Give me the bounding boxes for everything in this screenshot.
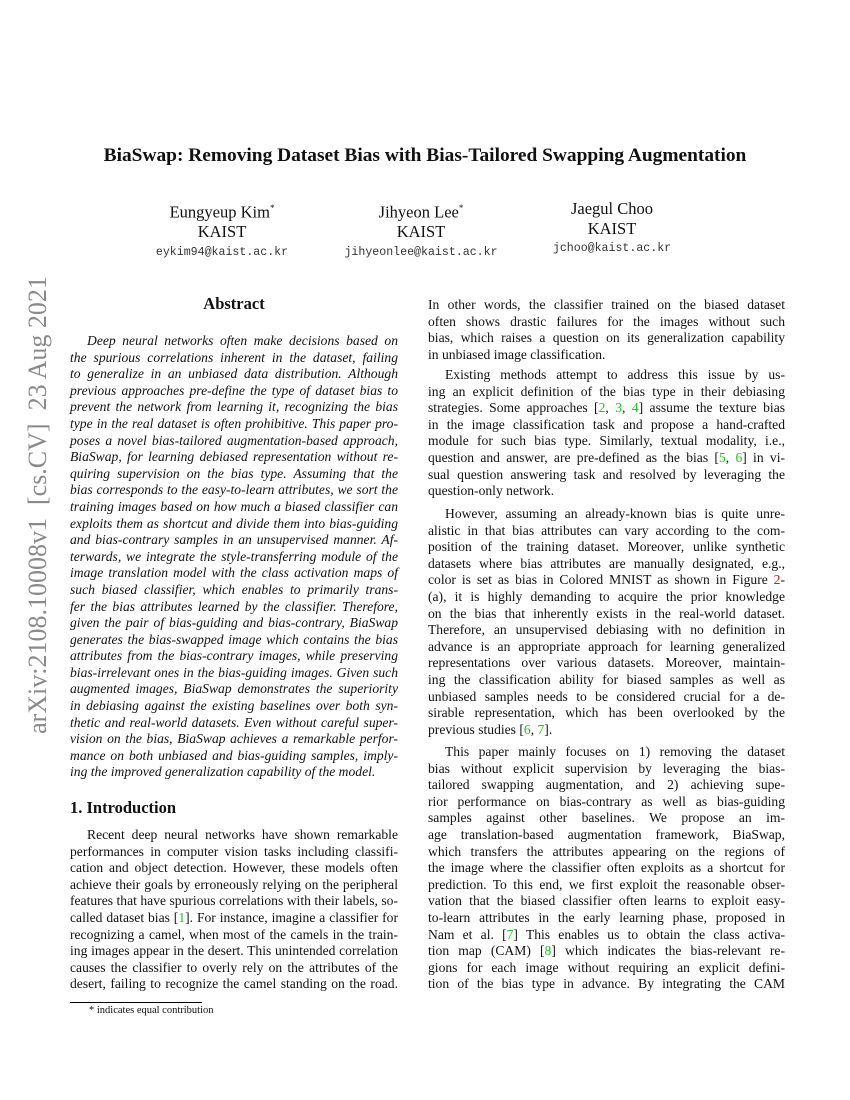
- text-line: cation and object detection. However, these models often: [70, 860, 398, 876]
- text-line: bias-irrelevant ones in the bias-guiding images. Given such: [70, 664, 398, 680]
- text-line: Deep neural networks often make decisions based on: [87, 333, 398, 348]
- text-line: previous approaches pre-define the type of dataset bias to: [70, 382, 398, 398]
- text-line: representations over various datasets. Moreover, maintain-: [428, 655, 785, 671]
- text-line: bias without explicit supervision by leveraging the bias-: [428, 760, 785, 776]
- text-line: features that have spurious correlations with their labels, so-: [70, 893, 398, 909]
- text-line: bias, which raises a question on its generalization capability: [428, 330, 785, 346]
- text-line: ing the classification ability for biased samples as well as: [428, 671, 785, 687]
- text-line: prevent the network from learning it, recognizing the bias: [70, 399, 398, 415]
- author-name: Jihyeon Lee: [378, 202, 459, 222]
- text-line: Recent deep neural networks have shown remarkable: [87, 827, 398, 842]
- text-line: sual question answering task and resolved by leveraging the: [428, 466, 785, 482]
- text-line: Existing methods attempt to address this issue by us-: [445, 367, 785, 382]
- citation-link[interactable]: 7: [506, 926, 514, 942]
- text-line: question-only network.: [428, 483, 555, 499]
- abstract-body: [70, 333, 398, 781]
- figure-link[interactable]: 2: [773, 572, 781, 588]
- citation-link[interactable]: 6: [523, 721, 531, 737]
- text-line: desert, failing to recognize the camel standing on the road.: [70, 976, 398, 992]
- text-line: such biased classifier, which enables to primarily trans-: [70, 581, 398, 597]
- right-paragraph-2: [428, 367, 785, 500]
- introduction-paragraph-1: [70, 827, 398, 993]
- introduction-heading: 1. Introduction: [70, 798, 177, 817]
- author-affiliation: KAIST: [396, 222, 446, 241]
- text-line: datasets where bias attributes are manually designated, e.g.,: [428, 555, 785, 571]
- text-line: image translation model with the class activation maps of: [70, 565, 398, 581]
- text-line: given the pair of bias-guiding and bias-contrary, BiaSwap: [70, 615, 398, 631]
- arxiv-identifier-stamp: arXiv:2108.10008v1 [cs.CV] 23 Aug 2021: [23, 276, 52, 734]
- text-line: age translation-based augmentation framework, BiaSwap,: [428, 826, 785, 842]
- text-line: This paper mainly focuses on 1) removing the dataset: [445, 744, 785, 759]
- text-line: tion map (CAM) [8] which indicates the bias-relevant re-: [428, 943, 785, 959]
- text-line: the spurious correlations inherent in the dataset, failing: [70, 349, 398, 365]
- text-line: exploits them as shortcut and divide them into bias-guiding: [70, 515, 398, 531]
- text-line: Nam et al. [7] This enables us to obtain the class activa-: [428, 926, 786, 942]
- text-line: which transfers the attributes appearing on the regions of: [428, 843, 785, 859]
- text-line: module for such bias type. Similarly, textual modality, i.e.,: [428, 433, 785, 449]
- text-line: augmented images, BiaSwap demonstrates the superiority: [70, 681, 398, 697]
- text-line: in debiasing against the existing baselines over both syn-: [70, 698, 398, 714]
- text-line: prediction. To this end, we first exploit the reasonable obser-: [428, 876, 785, 892]
- text-line: recognizing a camel, when most of the camels in the train-: [70, 926, 398, 942]
- text-line: thetic and real-world datasets. Even without careful super-: [70, 714, 398, 730]
- text-line: BiaSwap, for learning debiased representation without re-: [70, 449, 398, 465]
- citation-link[interactable]: 5: [718, 449, 726, 465]
- citation-link[interactable]: 2: [598, 400, 606, 416]
- text-line: to-learn attributes in the early learning phase, proposed in: [428, 909, 785, 925]
- text-line: alistic in that bias attributes can vary according to the com-: [428, 522, 785, 538]
- abstract-heading: Abstract: [203, 294, 265, 313]
- text-line: samples against other baselines. We propose an im-: [428, 810, 785, 826]
- text-line: question and answer, are pre-defined as the bias [5, 6] in vi-: [428, 449, 786, 465]
- text-line: often shows drastic failures for the images without such: [428, 313, 785, 329]
- text-line: on the bias that inherently exists in the real-world dataset.: [428, 605, 785, 621]
- paper-title: BiaSwap: Removing Dataset Bias with Bias-Tailored Swapping Augmentation: [103, 145, 747, 166]
- citation-link[interactable]: 4: [631, 400, 639, 416]
- text-line: rior performance on bias-contrary as well as bias-guiding: [428, 793, 785, 809]
- text-line: tion of the bias type in advance. By integrating the CAM: [428, 976, 785, 992]
- citation-link[interactable]: 6: [735, 449, 743, 465]
- text-line: sirable representation, which has been overlooked by the: [428, 705, 785, 721]
- text-line: and bias-contrary samples in an unsupervised manner. Af-: [70, 532, 398, 548]
- text-line: strategies. Some approaches [2, 3, 4] assume the texture bias: [428, 400, 786, 416]
- text-line: fer the bias attributes learned by the classifier. Therefore,: [70, 598, 398, 614]
- author-name: Jaegul Choo: [570, 199, 654, 218]
- text-line: achieve their goals by erroneously relying on the peripheral: [70, 876, 398, 892]
- text-line: performances in computer vision tasks including classifi-: [70, 843, 398, 859]
- text-line: (a), it is highly demanding to acquire the prior knowledge: [428, 588, 785, 604]
- text-line: training images based on how much a biased classifier can: [70, 498, 398, 514]
- text-line: mance on both unbiased and bias-guiding samples, imply-: [70, 747, 398, 763]
- text-line: color is set as bias in Colored MNIST as shown in Figure 2-: [428, 572, 785, 588]
- right-paragraph-4: [428, 744, 785, 993]
- text-line: in unbiased image classification.: [428, 346, 606, 362]
- text-line: attributes from the bias-contrary images, while preserving: [70, 648, 398, 664]
- author-email[interactable]: jchoo@kaist.ac.kr: [552, 242, 672, 255]
- author-affiliation: KAIST: [587, 218, 637, 238]
- text-line: type in the real dataset is often prohibitive. This paper pro-: [70, 415, 398, 431]
- text-line: causes the classifier to overly rely on the attributes of the: [70, 959, 398, 975]
- text-line: In other words, the classifier trained on the biased dataset: [428, 297, 785, 312]
- text-line: ing the improved generalization capability of the model.: [70, 764, 376, 780]
- citation-link[interactable]: 8: [544, 943, 552, 959]
- text-line: in the image classification task and propose a hand-crafted: [428, 416, 785, 432]
- equal-contribution-mark: *: [269, 203, 275, 213]
- text-line: advance is an appropriate approach for learning generalized: [428, 638, 785, 654]
- author-email[interactable]: eykim94@kaist.ac.kr: [155, 245, 289, 259]
- text-line: vision on the bias, BiaSwap achieves a remarkable perfor-: [70, 731, 398, 747]
- right-paragraph-3: [428, 506, 785, 738]
- footnote-rule: [70, 1002, 202, 1003]
- text-line: Therefore, an unsupervised debiasing with no definition in: [428, 622, 785, 638]
- text-line: the image where the classifier often exploits as a shortcut for: [428, 860, 785, 876]
- citation-link[interactable]: 1: [178, 909, 186, 925]
- citation-link[interactable]: 7: [537, 721, 545, 737]
- author-email[interactable]: jihyeonlee@kaist.ac.kr: [344, 245, 498, 259]
- right-paragraph-1: [428, 297, 785, 363]
- text-line: called dataset bias [1]. For instance, imagine a classifier for: [70, 909, 399, 925]
- text-line: to generalize in an unbiased data distribution. Although: [70, 366, 398, 382]
- text-line: quiring supervision on the bias type. Assuming that the: [70, 465, 398, 481]
- text-line: gions for each image without requiring an explicit defini-: [428, 959, 785, 975]
- author-affiliation: KAIST: [197, 222, 247, 241]
- text-line: generates the bias-swapped image which contains the bias: [70, 631, 398, 647]
- text-line: tailored swapping augmentation, and 2) achieving supe-: [428, 777, 785, 793]
- text-line: position of the training dataset. Moreover, unlike synthetic: [428, 539, 785, 555]
- text-line: unbiased samples needs to be considered crucial for a de-: [428, 688, 785, 704]
- author-name: Eungyeup Kim: [169, 202, 270, 222]
- text-line: ing images appear in the desert. This unintended correlation: [70, 943, 398, 959]
- text-line: terwards, we integrate the style-transferring module of the: [70, 548, 398, 564]
- text-line: ing an explicit definition of the bias type in their debiasing: [428, 383, 785, 399]
- equal-contribution-mark: *: [458, 203, 464, 213]
- text-line: bias corresponds to the easy-to-learn attributes, we sort the: [70, 482, 398, 498]
- author-3: [492, 199, 732, 259]
- text-line: poses a novel bias-tailored augmentation-based approach,: [70, 432, 398, 448]
- text-line: previous studies [6, 7].: [428, 721, 553, 737]
- citation-link[interactable]: 3: [615, 400, 622, 416]
- text-line: vation that the biased classifier often learns to exploit easy-: [428, 893, 785, 909]
- footnote: * indicates equal contribution: [89, 1005, 214, 1016]
- text-line: However, assuming an already-known bias is quite unre-: [445, 506, 785, 521]
